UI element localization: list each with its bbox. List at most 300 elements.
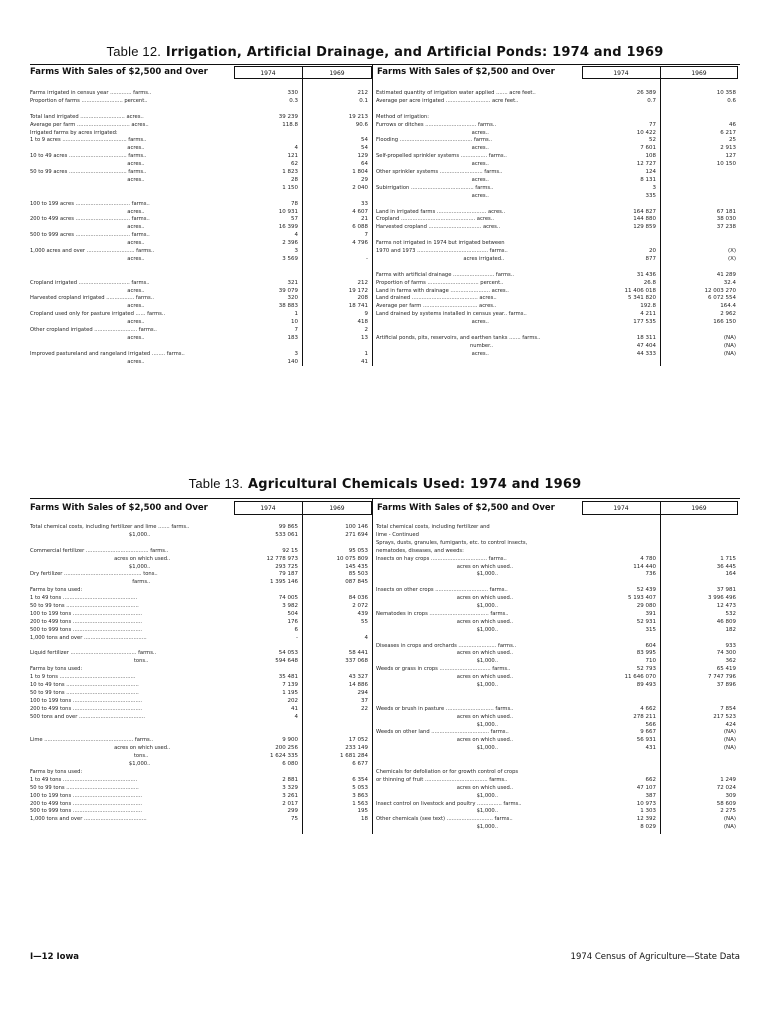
row-value-1969: 10 150 [716, 161, 736, 168]
row-label: Land in irrigated farms .............................. acres.. [376, 208, 506, 215]
row-value-1969: 41 [361, 358, 368, 365]
row-label: Other cropland irrigated .......................... farms.. [30, 327, 157, 333]
row-label: Average per acre irrigated ........................... acre feet.. [376, 97, 519, 104]
census-footer-label: 1974 Census of Agriculture—State Data [570, 952, 740, 962]
row-value-1974: 0.3 [289, 97, 298, 104]
row-label: Flooding ............................................ farms.. [376, 137, 493, 144]
row-label: 100 to 199 acres ................................. farms.. [30, 200, 150, 207]
row-label: acres.. [376, 129, 489, 136]
row-label: Improved pastureland and rangeland irrigated ........ farms.. [30, 350, 185, 357]
row-value-1974: 8 131 [640, 176, 656, 183]
row-value-1969: 17 052 [348, 737, 368, 744]
row-value-1974: 47 107 [636, 784, 656, 791]
row-value-1969: 1 804 [352, 169, 368, 175]
row-value-1974: 4 662 [640, 705, 656, 712]
row-value-1969: 18 [361, 816, 368, 823]
row-value-1969: 43 327 [348, 674, 368, 681]
row-value-1974: 594 648 [275, 658, 298, 665]
row-value-1969: 0.6 [727, 97, 736, 104]
row-label: 200 to 499 acres ................................. farms.. [30, 216, 150, 223]
page-number-label: I—12 Iowa [30, 952, 80, 962]
row-label: acres.. [30, 319, 145, 326]
row-value-1974: 56 931 [636, 737, 656, 744]
table13-center-divider [372, 498, 373, 834]
row-value-1969: (NA) [723, 350, 736, 357]
row-label: Subirrigation ...................................... farms.. [376, 184, 494, 191]
row-value-1974: 1 150 [282, 184, 298, 191]
row-label: Cropland irrigated ............................... farms.. [30, 279, 150, 286]
row-value-1969: 25 [729, 137, 736, 144]
row-value-1969: 2 913 [720, 145, 736, 152]
row-value-1974: 11 646 070 [624, 674, 656, 681]
row-value-1974: - [296, 634, 298, 641]
row-label: farms.. [30, 579, 151, 586]
row-value-1974: 75 [291, 816, 298, 823]
row-label: Farms by tons used: [30, 587, 83, 594]
row-value-1969: 54 [361, 145, 368, 152]
row-value-1974: 57 [291, 216, 298, 223]
row-label: number.. [376, 342, 494, 349]
row-label: Total chemical costs, including fertilizer and [376, 524, 490, 530]
row-label: Farms by tons used: [30, 768, 83, 775]
row-value-1969: 6 217 [720, 129, 736, 136]
row-value-1969: 362 [725, 658, 736, 665]
row-label: $1,000.. [376, 745, 499, 752]
row-value-1969: 6 677 [352, 761, 368, 767]
row-value-1974: 662 [645, 776, 656, 783]
row-value-1974: 504 [287, 610, 298, 617]
row-value-1969: 1 249 [720, 776, 736, 783]
row-value-1969: 100 146 [345, 524, 368, 530]
row-value-1974: 62 [291, 161, 298, 168]
row-value-1969: 294 [357, 689, 368, 696]
row-value-1969: 4 607 [352, 208, 368, 215]
row-label: 1 to 9 acres ....................................... farms.. [30, 137, 147, 144]
row-label: Land in farms with drainage ........................ acres.. [376, 287, 509, 294]
row-value-1969: 84 036 [348, 595, 368, 602]
row-value-1969: 9 [364, 311, 368, 318]
row-value-1974: 4 211 [640, 311, 656, 318]
row-label: 50 to 99 tons ............................................ [30, 603, 139, 609]
row-value-1969: 58 441 [348, 650, 368, 657]
row-value-1974: 140 [287, 358, 298, 365]
row-label: Nematodes in crops .................................... farms.. [376, 610, 509, 617]
row-value-1974: 176 [287, 618, 298, 625]
row-label: acres on which used.. [376, 674, 514, 681]
row-label: acres on which used.. [30, 745, 171, 752]
row-label: tons.. [30, 753, 149, 760]
row-value-1974: 1 823 [282, 169, 298, 175]
row-label: acres.. [30, 287, 145, 294]
row-label: $1,000.. [376, 571, 499, 578]
row-label: Other chemicals (see text) ............................ farms.. [376, 816, 513, 823]
row-value-1974: 38 883 [278, 303, 298, 310]
table12-label: Table 12. [106, 44, 162, 59]
row-label: Farms not irrigated in 1974 but irrigated between [376, 240, 505, 247]
table13-title-text: Agricultural Chemicals Used: 1974 and 1969 [247, 477, 582, 492]
row-label: $1,000.. [376, 792, 499, 799]
row-label: Harvested cropland irrigated ................. farms.. [30, 295, 155, 302]
row-label: 100 to 199 tons .......................................... [30, 792, 143, 799]
row-label: Dry fertilizer ............................................... tons.. [30, 571, 158, 578]
row-value-1969: 46 [729, 121, 736, 128]
row-value-1969: 41 289 [716, 271, 736, 278]
row-value-1974: 9 900 [282, 737, 298, 744]
row-value-1969: 1 [364, 350, 368, 357]
row-value-1974: 16 399 [278, 224, 298, 231]
row-label: Average per farm ................................ acres.. [30, 121, 149, 128]
row-label: acres.. [376, 319, 489, 326]
row-value-1974: 41 [291, 705, 298, 712]
row-label: Method of irrigation: [376, 113, 429, 120]
row-value-1969: 14 886 [348, 682, 368, 688]
row-label: Weeds or grass in crops ............................... farms.. [376, 666, 511, 673]
row-value-1969: 1 681 284 [340, 753, 368, 760]
row-label: Harvested cropland ................................ acres.. [376, 224, 501, 231]
row-value-1974: 5 341 820 [628, 295, 656, 302]
row-value-1969: 65 419 [716, 666, 736, 673]
row-value-1969: 212 [357, 90, 368, 96]
row-value-1969: 19 172 [348, 287, 368, 294]
row-value-1969: (NA) [723, 816, 736, 823]
row-label: Commercial fertilizer ...................................... farms.. [30, 547, 169, 554]
row-value-1969: 129 [357, 153, 368, 160]
row-value-1974: 2 396 [282, 240, 298, 247]
row-label: Cropland ............................................. acres.. [376, 216, 495, 223]
row-value-1974: 164 827 [633, 208, 656, 215]
row-value-1974: 10 973 [636, 800, 656, 807]
row-label: 10 to 49 tons ............................................ [30, 682, 139, 688]
row-value-1969: 58 609 [716, 800, 736, 807]
table13-right-col-divider [660, 501, 661, 834]
row-value-1974: 6 080 [282, 761, 298, 767]
row-value-1974: 321 [287, 279, 298, 286]
row-value-1969: 532 [725, 610, 736, 617]
row-value-1974: 2 017 [282, 800, 298, 807]
row-label: nematodes, diseases, and weeds: [376, 547, 464, 554]
row-label: or thinning of fruit ...................................... farms.. [376, 776, 508, 783]
row-value-1969: 67 181 [716, 208, 736, 215]
row-value-1974: 1 624 335 [270, 753, 298, 760]
row-value-1969: 37 [361, 697, 368, 704]
row-value-1974: 121 [287, 153, 298, 160]
row-label: acres on which used.. [376, 618, 514, 625]
table12-center-divider [372, 64, 373, 366]
row-value-1974: 3 [294, 248, 298, 254]
row-value-1974: 52 [649, 137, 656, 144]
row-value-1969: 233 149 [345, 745, 368, 752]
row-label: acres on which used.. [376, 563, 514, 570]
row-value-1974: 736 [645, 571, 656, 578]
row-value-1974: 9 667 [640, 729, 656, 736]
row-value-1974: 293 725 [275, 563, 298, 570]
table13-left-col-divider [302, 501, 303, 834]
row-value-1969: 182 [725, 626, 736, 633]
row-value-1969: 127 [725, 153, 736, 160]
row-value-1969: 72 024 [716, 784, 736, 791]
row-value-1969: 4 796 [352, 240, 368, 247]
row-value-1969: 12 473 [716, 603, 736, 609]
row-label: acres.. [376, 176, 489, 183]
row-value-1974: 533 061 [275, 531, 298, 538]
row-value-1969: 2 072 [352, 603, 368, 609]
row-value-1974: 2 881 [282, 776, 298, 783]
row-value-1969: 087 845 [345, 579, 368, 586]
row-value-1974: 431 [645, 745, 656, 752]
row-value-1974: 52 931 [636, 618, 656, 625]
row-label: 1,000 tons and over ...................................... [30, 634, 147, 641]
row-value-1969: 29 [361, 176, 368, 183]
table13-top-rule [30, 498, 740, 499]
row-label: acres on which used.. [376, 595, 514, 602]
row-label: Land drained ........................................ acres.. [376, 295, 497, 302]
row-value-1969: 90.6 [355, 121, 368, 128]
row-value-1974: 83 995 [636, 650, 656, 657]
row-value-1969: 37 238 [716, 224, 736, 231]
row-label: acres on which used.. [376, 713, 514, 720]
row-label: Insects on hay crops .................................. farms.. [376, 555, 507, 562]
row-value-1974: 0.7 [647, 97, 656, 104]
row-label: Total chemical costs, including fertilizer and lime ....... farms.. [30, 524, 190, 530]
row-value-1974: 7 139 [282, 682, 298, 688]
row-value-1974: 26 389 [636, 90, 656, 96]
row-value-1969: 22 [361, 705, 368, 712]
row-label: 50 to 99 tons ............................................ [30, 689, 139, 696]
table13-right-year-b: 1969 [691, 505, 707, 512]
row-value-1974: 4 [294, 145, 298, 152]
row-value-1974: 330 [287, 90, 298, 96]
row-label: 50 to 99 tons ............................................ [30, 784, 139, 791]
row-value-1974: 77 [649, 121, 656, 128]
row-value-1969: 5 053 [352, 784, 368, 791]
row-value-1969: 54 [361, 137, 368, 144]
row-label: $1,000.. [376, 808, 499, 815]
table12-right-year-a: 1974 [613, 70, 629, 77]
row-value-1969: 1 563 [352, 800, 368, 807]
row-value-1974: 39 079 [278, 287, 298, 294]
row-label: 500 to 999 acres ................................. farms.. [30, 232, 150, 239]
table12-title [0, 44, 770, 60]
row-label: Proportion of farms ............................... percent.. [376, 279, 504, 286]
row-value-1974: 18 311 [636, 334, 656, 341]
row-value-1974: 3 [652, 184, 656, 191]
row-value-1969: 74 300 [716, 650, 736, 657]
row-value-1969: 217 523 [713, 713, 736, 720]
row-label: Weeds or brush in pasture ............................. farms.. [376, 705, 514, 712]
row-value-1974: 5 193 407 [628, 595, 656, 602]
row-value-1969: 2 275 [720, 808, 736, 815]
row-value-1974: 387 [645, 792, 656, 799]
row-label: acres.. [30, 208, 145, 215]
row-label: acres.. [376, 192, 489, 199]
row-value-1974: 604 [645, 642, 656, 649]
row-value-1969: (X) [727, 255, 736, 262]
row-label: Chemicals for defoliation or for growth control of crops [376, 768, 519, 775]
row-value-1974: 877 [645, 255, 656, 262]
row-value-1974: 3 [294, 350, 298, 357]
row-value-1969: 2 040 [352, 184, 368, 191]
row-value-1974: 79 187 [278, 571, 298, 578]
row-label: Estimated quantity of irrigation water applied ....... acre feet.. [376, 90, 536, 96]
row-label: acres.. [30, 176, 145, 183]
row-value-1974: 35 481 [278, 674, 298, 681]
row-value-1974: 278 211 [633, 713, 656, 720]
row-value-1974: 335 [645, 192, 656, 199]
row-label: $1,000.. [376, 682, 499, 688]
row-label: 500 to 999 tons .......................................... [30, 626, 143, 633]
row-value-1974: 12 727 [636, 161, 656, 168]
row-label: Insect control on livestock and poultry ............... farms.. [376, 800, 522, 807]
row-label: acres on which used.. [376, 650, 514, 657]
table13-right-year-a: 1974 [613, 505, 629, 512]
row-label: Self-propelled sprinkler systems ................ farms.. [376, 153, 507, 160]
row-value-1969: 55 [361, 618, 368, 625]
row-label: 200 to 499 tons .......................................... [30, 800, 143, 807]
row-value-1974: 92 15 [282, 547, 298, 554]
row-value-1974: 12 778 973 [266, 555, 298, 562]
row-label: acres irrigated.. [376, 255, 505, 262]
row-label: Insects on other crops ................................ farms.. [376, 587, 508, 594]
row-value-1974: 44 333 [636, 350, 656, 357]
row-value-1969: 38 030 [716, 216, 736, 223]
row-label: Land drained by systems installed in census year.. farms.. [376, 311, 527, 318]
row-label: $1,000.. [30, 531, 151, 538]
row-value-1969: 21 [361, 216, 368, 223]
row-value-1969: 309 [725, 792, 736, 799]
row-label: 100 to 199 tons .......................................... [30, 697, 143, 704]
table13-title [0, 476, 770, 492]
row-label: Cropland used only for pasture irrigated ...... farms.. [30, 311, 166, 318]
table12-right-year-b: 1969 [691, 70, 707, 77]
row-value-1974: 3 982 [282, 603, 298, 609]
row-value-1969: 6 088 [352, 224, 368, 231]
row-value-1974: 144 880 [633, 216, 656, 223]
row-label: Lime ...................................................... farms.. [30, 737, 154, 744]
row-label: Diseases in crops and orchards ....................... farms.. [376, 642, 517, 649]
row-value-1969: 439 [357, 610, 368, 617]
row-value-1974: 118.8 [282, 121, 298, 128]
row-label: acres.. [376, 161, 489, 168]
row-label: Weeds on other land ................................... farms.. [376, 729, 509, 736]
row-value-1969: 164.4 [720, 303, 736, 310]
row-label: $1,000.. [30, 761, 151, 767]
row-label: acres.. [30, 161, 145, 168]
row-value-1969: (NA) [723, 334, 736, 341]
row-label: acres.. [30, 145, 145, 152]
row-label: Irrigated farms by acres irrigated: [30, 129, 118, 136]
row-label: Liquid fertilizer ........................................ farms.. [30, 650, 157, 657]
row-value-1969: 212 [357, 279, 368, 286]
row-value-1974: 7 [294, 327, 298, 333]
row-value-1969: (NA) [723, 342, 736, 349]
row-value-1969: 4 [364, 634, 368, 641]
row-value-1974: 26.8 [643, 279, 656, 286]
row-value-1969: 6 072 554 [708, 295, 736, 302]
row-value-1969: 145 435 [345, 563, 368, 570]
row-value-1974: 710 [645, 658, 656, 665]
row-value-1974: 31 436 [636, 271, 656, 278]
row-label: $1,000.. [376, 824, 499, 831]
row-label: 50 to 99 acres ................................... farms.. [30, 169, 147, 175]
row-value-1974: 299 [287, 808, 298, 815]
row-value-1969: (NA) [723, 737, 736, 744]
row-label: $1,000.. [376, 721, 499, 728]
row-value-1974: 183 [287, 334, 298, 341]
row-value-1969: 164 [725, 571, 736, 578]
table13-right-heading: Farms With Sales of $2,500 and Over [377, 503, 555, 513]
row-value-1969: 46 809 [716, 618, 736, 625]
table12-left-col-divider [302, 66, 303, 366]
row-label: $1,000.. [376, 626, 499, 633]
row-label: acres on which used.. [376, 737, 514, 744]
row-value-1969: (NA) [723, 745, 736, 752]
table12-left-heading: Farms With Sales of $2,500 and Over [30, 67, 208, 77]
table13-label: Table 13. [188, 476, 244, 491]
row-value-1974: 3 569 [282, 255, 298, 262]
table12-top-rule [30, 64, 740, 65]
row-value-1969: 1 715 [720, 555, 736, 562]
row-value-1969: 933 [725, 642, 736, 649]
row-label: acres on which used.. [376, 784, 514, 791]
row-value-1974: 4 [294, 713, 298, 720]
row-value-1969: 85 503 [348, 571, 368, 578]
row-value-1974: 52 439 [636, 587, 656, 594]
table12-left-year-a: 1974 [260, 70, 276, 77]
row-value-1974: 320 [287, 295, 298, 302]
row-value-1974: 1 303 [640, 808, 656, 815]
row-label: 1,000 tons and over ...................................... [30, 816, 147, 823]
row-label: 1970 and 1973 ........................................... farms.. [376, 248, 508, 254]
row-label: 200 to 499 tons .......................................... [30, 618, 143, 625]
row-value-1974: 12 392 [636, 816, 656, 823]
row-value-1969: 12 003 270 [704, 287, 736, 294]
row-value-1969: 195 [357, 808, 368, 815]
row-label: $1,000.. [376, 603, 499, 609]
row-value-1969: 19 213 [348, 113, 368, 120]
row-label: Farms with artificial drainage ......................... farms.. [376, 271, 515, 278]
row-value-1974: 10 931 [278, 208, 298, 215]
row-label: acres.. [376, 145, 489, 152]
table12-right-col-divider [660, 66, 661, 366]
row-value-1969: 208 [357, 295, 368, 302]
row-value-1969: 166 150 [713, 319, 736, 326]
row-label: 1,000 acres and over ............................. farms.. [30, 248, 155, 254]
row-value-1974: 7 601 [640, 145, 656, 152]
row-label: 100 to 199 tons .......................................... [30, 610, 143, 617]
row-label: 1 to 49 tons ............................................. [30, 776, 138, 783]
row-value-1974: 28 [291, 176, 298, 183]
row-value-1969: 0.1 [359, 97, 368, 104]
row-label: acres.. [30, 240, 145, 247]
table13-left-year-a: 1974 [260, 505, 276, 512]
row-value-1969: - [366, 255, 368, 262]
table12-title-text: Irrigation, Artificial Drainage, and Artificial Ponds: 1974 and 1969 [165, 45, 664, 60]
row-value-1974: 202 [287, 697, 298, 704]
row-label: $1,000.. [30, 563, 151, 570]
row-label: Total land irrigated ........................... acres.. [30, 113, 144, 120]
row-label: acres.. [376, 350, 489, 357]
row-value-1974: 177 535 [633, 319, 656, 326]
row-value-1974: 89 493 [636, 682, 656, 688]
row-value-1974: 39 239 [278, 113, 298, 120]
table13-left-year-b: 1969 [329, 505, 345, 512]
row-value-1969: (X) [727, 248, 736, 254]
row-value-1969: 418 [357, 319, 368, 326]
row-value-1969: 2 962 [720, 311, 736, 318]
row-value-1969: 10 075 809 [336, 555, 368, 562]
row-value-1974: 4 [294, 232, 298, 239]
table12-right-heading: Farms With Sales of $2,500 and Over [377, 67, 555, 77]
